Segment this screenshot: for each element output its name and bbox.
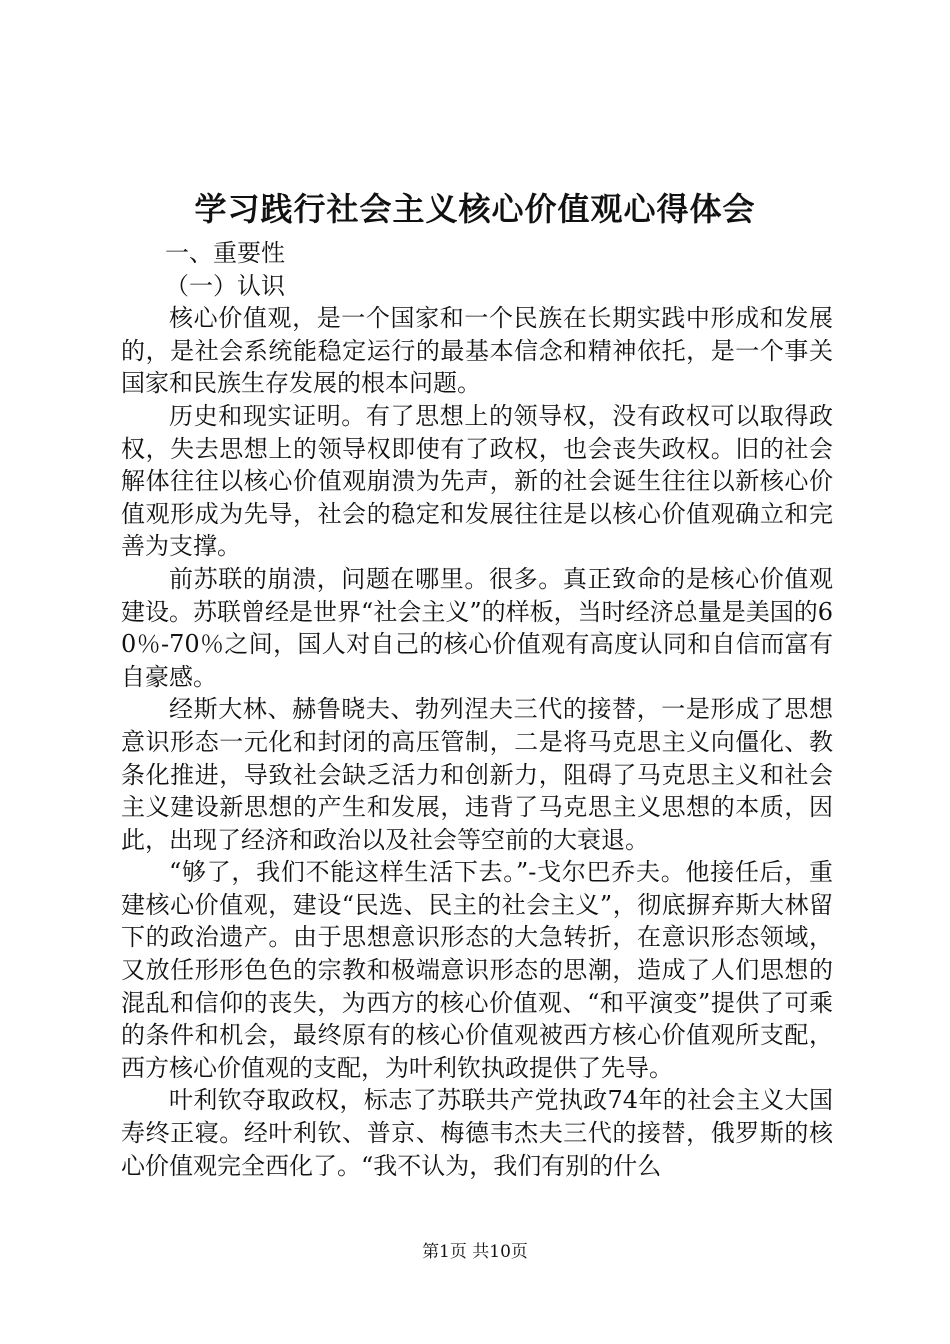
subsection-heading: （一）认识 xyxy=(165,271,285,300)
paragraph: 经斯大林、赫鲁晓夫、勃列涅夫三代的接替，一是形成了思想意识形态一元化和封闭的高压管制，二是将马克思主义向僵化、教条化推进，导致社会缺乏活力和创新力，阻碍了马克思主义和社会主义建设新思想的产生和发展，违背了马克思主义思想的本质，因此，出现了经济和政治以及社会等空前的大衰退。 xyxy=(121,695,833,854)
section-heading: 一、重要性 xyxy=(165,239,285,267)
paragraph: “够了，我们不能这样生活下去。”-戈尔巴乔夫。他接任后，重建核心价值观，建设“民选、民主的社会主义”，彻底摒弃斯大林留下的政治遗产。由于思想意识形态的大急转折，在意识形态领域，又放任形形色色的宗教和极端意识形态的思潮，造成了人们思想的混乱和信仰的丧失，为西方的核心价值观、“和平演变”提供了可乘的条件和机会，最终原有的核心价值观被西方核心价值观所支配，西方核心价值观的支配，为叶利钦执政提供了先导。 xyxy=(121,858,833,1082)
paragraph: 前苏联的崩溃，问题在哪里。很多。真正致命的是核心价值观建设。苏联曾经是世界“社会主义”的样板，当时经济总量是美国的60％-70％之间，国人对自己的核心价值观有高度认同和自信而富有自豪感。 xyxy=(121,564,833,691)
paragraph: 历史和现实证明。有了思想上的领导权，没有政权可以取得政权，失去思想上的领导权即使有了政权，也会丧失政权。旧的社会解体往往以核心价值观崩溃为先声，新的社会诞生往往以新核心价值观形成为先导，社会的稳定和发展往往是以核心价值观确立和完善为支撑。 xyxy=(121,401,833,561)
page-footer: 第1页 共10页 xyxy=(422,1242,528,1262)
document-body xyxy=(121,237,833,1182)
document-title: 学习践行社会主义核心价值观心得体会 xyxy=(194,190,756,228)
paragraph: 核心价值观，是一个国家和一个民族在长期实践中形成和发展的，是社会系统能稳定运行的最基本信念和精神依托，是一个事关国家和民族生存发展的根本问题。 xyxy=(121,304,833,398)
paragraph: 叶利钦夺取政权，标志了苏联共产党执政74年的社会主义大国寿终正寝。经叶利钦、普京、梅德韦杰夫三代的接替，俄罗斯的核心价值观完全西化了。“我不认为，我们有别的什么 xyxy=(121,1086,833,1180)
